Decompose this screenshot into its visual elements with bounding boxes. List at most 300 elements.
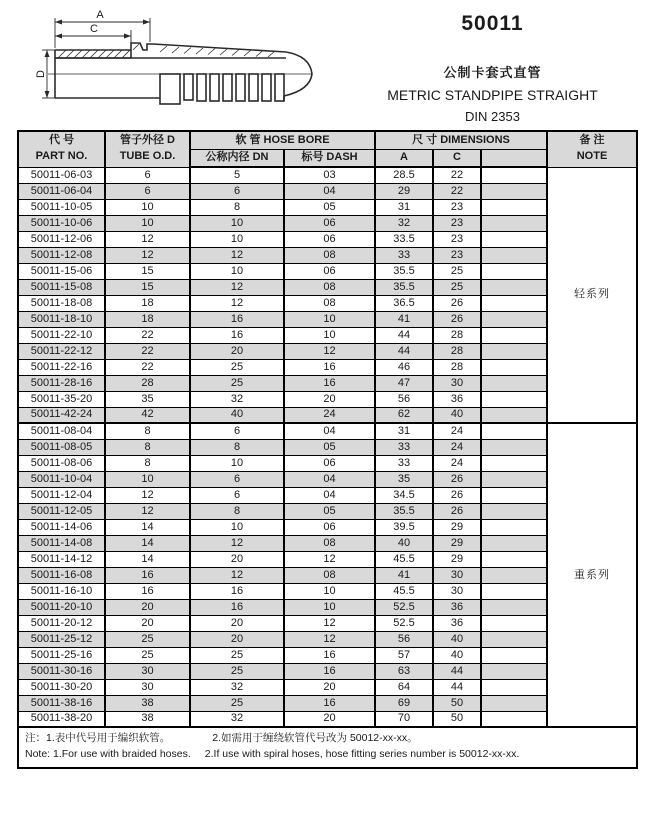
cell-dim-a: 35 <box>375 471 433 487</box>
cell-tube-od: 25 <box>105 647 190 663</box>
table-row <box>18 679 637 695</box>
header-hose-bore-group: 软 管 HOSE BORE <box>190 131 375 149</box>
cell-tube-od: 12 <box>105 487 190 503</box>
cell-dn: 32 <box>190 391 284 407</box>
cell-dash: 08 <box>284 567 375 583</box>
title-chinese: 公制卡套式直管 <box>443 65 542 80</box>
cell-dn: 10 <box>190 231 284 247</box>
cell-dash: 16 <box>284 375 375 391</box>
cell-dim-extra <box>481 423 547 439</box>
cell-dim-a: 31 <box>375 199 433 215</box>
table-row <box>18 407 637 423</box>
header-note-en: NOTE <box>576 150 608 163</box>
cell-dim-c: 29 <box>433 551 481 567</box>
cell-dim-a: 45.5 <box>375 583 433 599</box>
cell-dn: 6 <box>190 487 284 503</box>
cell-dash: 16 <box>284 359 375 375</box>
cell-dim-extra <box>481 375 547 391</box>
cell-tube-od: 8 <box>105 455 190 471</box>
cell-dim-a: 44 <box>375 327 433 343</box>
cell-dim-extra <box>481 663 547 679</box>
cell-dim-c: 50 <box>433 711 481 727</box>
table-row <box>18 311 637 327</box>
cell-dim-a: 56 <box>375 391 433 407</box>
header-part-no-en: PART NO. <box>35 150 88 163</box>
cell-dim-a: 47 <box>375 375 433 391</box>
cell-dim-a: 35.5 <box>375 279 433 295</box>
cell-dim-a: 33 <box>375 439 433 455</box>
cell-tube-od: 6 <box>105 167 190 183</box>
cell-dim-a: 57 <box>375 647 433 663</box>
cell-dn: 25 <box>190 375 284 391</box>
header-part-no <box>18 131 105 167</box>
standard-reference: DIN 2353 <box>465 109 520 124</box>
cell-dn: 16 <box>190 311 284 327</box>
table-row <box>18 487 637 503</box>
cell-part-no: 50011-28-16 <box>18 375 105 391</box>
cell-dim-c: 26 <box>433 295 481 311</box>
table-row <box>18 471 637 487</box>
cell-tube-od: 8 <box>105 439 190 455</box>
cell-part-no: 50011-14-12 <box>18 551 105 567</box>
cell-part-no: 50011-12-04 <box>18 487 105 503</box>
cell-dim-c: 28 <box>433 359 481 375</box>
cell-dash: 16 <box>284 647 375 663</box>
cell-dn: 8 <box>190 503 284 519</box>
section-note: 重系列 <box>547 423 637 727</box>
table-row <box>18 295 637 311</box>
cell-dim-c: 23 <box>433 231 481 247</box>
table-row <box>18 327 637 343</box>
cell-dim-c: 23 <box>433 247 481 263</box>
table-section-light-series <box>18 167 637 423</box>
cell-dash: 04 <box>284 423 375 439</box>
cell-dim-extra <box>481 615 547 631</box>
cell-dim-a: 39.5 <box>375 519 433 535</box>
cell-dim-a: 62 <box>375 407 433 423</box>
cell-part-no: 50011-15-08 <box>18 279 105 295</box>
cell-dim-a: 33 <box>375 455 433 471</box>
cell-dash: 05 <box>284 503 375 519</box>
cell-dim-a: 44 <box>375 343 433 359</box>
table-row <box>18 695 637 711</box>
table-row <box>18 551 637 567</box>
header-part-no-zh: 代 号 <box>48 134 75 147</box>
cell-dim-a: 33 <box>375 247 433 263</box>
table-row <box>18 215 637 231</box>
cell-tube-od: 12 <box>105 231 190 247</box>
cell-dim-extra <box>481 407 547 423</box>
cell-dim-c: 23 <box>433 215 481 231</box>
cell-dn: 20 <box>190 615 284 631</box>
cell-dim-extra <box>481 439 547 455</box>
cell-dash: 20 <box>284 391 375 407</box>
cell-dn: 6 <box>190 471 284 487</box>
cell-dn: 6 <box>190 423 284 439</box>
cell-part-no: 50011-22-10 <box>18 327 105 343</box>
cell-dim-extra <box>481 327 547 343</box>
table-row <box>18 167 637 183</box>
cell-dim-extra <box>481 167 547 183</box>
cell-dim-c: 28 <box>433 327 481 343</box>
cell-dn: 10 <box>190 455 284 471</box>
cell-dash: 04 <box>284 471 375 487</box>
cell-dim-c: 22 <box>433 183 481 199</box>
cell-part-no: 50011-12-05 <box>18 503 105 519</box>
cell-dn: 10 <box>190 263 284 279</box>
cell-dim-c: 50 <box>433 695 481 711</box>
cell-part-no: 50011-38-20 <box>18 711 105 727</box>
cell-tube-od: 14 <box>105 551 190 567</box>
cell-part-no: 50011-06-03 <box>18 167 105 183</box>
cell-part-no: 50011-22-12 <box>18 343 105 359</box>
cell-dash: 06 <box>284 215 375 231</box>
cell-tube-od: 30 <box>105 663 190 679</box>
cell-tube-od: 22 <box>105 343 190 359</box>
cell-tube-od: 16 <box>105 567 190 583</box>
footnote-zh-1: 注：1.表中代号用于编织软管。 <box>25 732 171 744</box>
cell-dash: 05 <box>284 199 375 215</box>
cell-dash: 20 <box>284 679 375 695</box>
cell-dash: 12 <box>284 343 375 359</box>
cell-part-no: 50011-10-06 <box>18 215 105 231</box>
table-row <box>18 519 637 535</box>
cell-dim-a: 45.5 <box>375 551 433 567</box>
cell-dn: 12 <box>190 295 284 311</box>
cell-tube-od: 18 <box>105 311 190 327</box>
cell-dn: 20 <box>190 551 284 567</box>
parts-table <box>17 130 638 769</box>
cell-dim-c: 25 <box>433 263 481 279</box>
cell-dash: 12 <box>284 551 375 567</box>
cell-tube-od: 6 <box>105 183 190 199</box>
cell-dim-extra <box>481 215 547 231</box>
cell-dim-c: 28 <box>433 343 481 359</box>
cell-tube-od: 22 <box>105 327 190 343</box>
cell-dim-extra <box>481 359 547 375</box>
cell-part-no: 50011-20-10 <box>18 599 105 615</box>
cell-dim-extra <box>481 471 547 487</box>
cell-dim-extra <box>481 231 547 247</box>
cell-part-no: 50011-10-05 <box>18 199 105 215</box>
table-footnotes <box>18 727 637 768</box>
cell-tube-od: 25 <box>105 631 190 647</box>
cell-dash: 20 <box>284 711 375 727</box>
dim-label-a: A <box>96 9 104 21</box>
cell-dim-a: 52.5 <box>375 599 433 615</box>
cell-dim-a: 35.5 <box>375 503 433 519</box>
header-tube-od-en: TUBE O.D. <box>119 150 176 163</box>
cell-dn: 16 <box>190 599 284 615</box>
table-row <box>18 439 637 455</box>
cell-dim-a: 35.5 <box>375 263 433 279</box>
table-section-heavy-series <box>18 423 637 727</box>
title-block <box>335 0 650 128</box>
dim-label-d: D <box>35 70 47 78</box>
cell-dn: 25 <box>190 695 284 711</box>
cell-dash: 12 <box>284 615 375 631</box>
cell-tube-od: 12 <box>105 503 190 519</box>
cell-dim-a: 52.5 <box>375 615 433 631</box>
table-row <box>18 535 637 551</box>
cell-tube-od: 22 <box>105 359 190 375</box>
cell-dim-extra <box>481 391 547 407</box>
cell-dim-extra <box>481 183 547 199</box>
product-code: 50011 <box>461 12 524 35</box>
cell-dash: 10 <box>284 583 375 599</box>
cell-dim-c: 24 <box>433 439 481 455</box>
cell-dim-extra <box>481 551 547 567</box>
cell-dash: 06 <box>284 519 375 535</box>
cell-dn: 10 <box>190 215 284 231</box>
cell-dim-c: 22 <box>433 167 481 183</box>
cell-dim-extra <box>481 247 547 263</box>
cell-part-no: 50011-38-16 <box>18 695 105 711</box>
cell-part-no: 50011-16-08 <box>18 567 105 583</box>
footnote-en-2: 2.If use with spiral hoses, hose fitting series number is 50012-xx-xx. <box>204 747 520 760</box>
table-row <box>18 567 637 583</box>
cell-dim-extra <box>481 503 547 519</box>
cell-dim-c: 40 <box>433 647 481 663</box>
cell-part-no: 50011-35-20 <box>18 391 105 407</box>
cell-part-no: 50011-10-04 <box>18 471 105 487</box>
cell-dim-a: 32 <box>375 215 433 231</box>
cell-dim-c: 26 <box>433 471 481 487</box>
cell-dim-extra <box>481 279 547 295</box>
header-dim-extra <box>481 149 547 167</box>
cell-dim-extra <box>481 199 547 215</box>
cell-dash: 10 <box>284 327 375 343</box>
cell-dim-c: 44 <box>433 663 481 679</box>
cell-part-no: 50011-25-12 <box>18 631 105 647</box>
cell-dn: 20 <box>190 343 284 359</box>
header-tube-od-zh: 管子外径 D <box>120 134 175 147</box>
cell-dim-a: 63 <box>375 663 433 679</box>
cell-dn: 6 <box>190 183 284 199</box>
cell-part-no: 50011-08-05 <box>18 439 105 455</box>
cell-dim-a: 46 <box>375 359 433 375</box>
cell-part-no: 50011-14-06 <box>18 519 105 535</box>
cell-dash: 08 <box>284 295 375 311</box>
cell-dim-a: 69 <box>375 695 433 711</box>
cell-dim-c: 30 <box>433 567 481 583</box>
header-note <box>547 131 637 167</box>
table-row <box>18 647 637 663</box>
cell-part-no: 50011-12-08 <box>18 247 105 263</box>
cell-dash: 10 <box>284 599 375 615</box>
header-note-zh: 备 注 <box>579 134 605 147</box>
cell-dash: 06 <box>284 263 375 279</box>
cell-tube-od: 30 <box>105 679 190 695</box>
footnote-line-en <box>25 747 630 763</box>
cell-tube-od: 20 <box>105 599 190 615</box>
cell-dim-extra <box>481 535 547 551</box>
cell-tube-od: 10 <box>105 199 190 215</box>
table-row <box>18 599 637 615</box>
cell-dn: 8 <box>190 439 284 455</box>
cell-tube-od: 10 <box>105 471 190 487</box>
cell-dash: 04 <box>284 183 375 199</box>
cell-dn: 12 <box>190 247 284 263</box>
table-row <box>18 359 637 375</box>
cell-dim-c: 29 <box>433 535 481 551</box>
cell-dim-extra <box>481 631 547 647</box>
cell-dim-a: 29 <box>375 183 433 199</box>
cell-dim-a: 56 <box>375 631 433 647</box>
cell-dim-extra <box>481 695 547 711</box>
cell-dim-c: 40 <box>433 407 481 423</box>
cell-dim-c: 30 <box>433 583 481 599</box>
cell-dash: 24 <box>284 407 375 423</box>
cell-dim-extra <box>481 455 547 471</box>
table-row <box>18 375 637 391</box>
cell-tube-od: 42 <box>105 407 190 423</box>
cell-tube-od: 38 <box>105 695 190 711</box>
cell-tube-od: 38 <box>105 711 190 727</box>
cell-dim-extra <box>481 711 547 727</box>
cell-dim-c: 24 <box>433 423 481 439</box>
cell-dim-c: 44 <box>433 679 481 695</box>
table-row <box>18 583 637 599</box>
cell-dash: 16 <box>284 695 375 711</box>
table-row <box>18 615 637 631</box>
cell-dash: 08 <box>284 535 375 551</box>
cell-tube-od: 28 <box>105 375 190 391</box>
cell-dn: 16 <box>190 327 284 343</box>
cell-dn: 12 <box>190 567 284 583</box>
cell-dim-extra <box>481 599 547 615</box>
cell-dim-a: 31 <box>375 423 433 439</box>
cell-dim-c: 36 <box>433 391 481 407</box>
cell-tube-od: 10 <box>105 215 190 231</box>
cell-part-no: 50011-08-04 <box>18 423 105 439</box>
cell-part-no: 50011-42-24 <box>18 407 105 423</box>
cell-part-no: 50011-15-06 <box>18 263 105 279</box>
cell-dim-c: 25 <box>433 279 481 295</box>
cell-dash: 04 <box>284 487 375 503</box>
cell-part-no: 50011-25-16 <box>18 647 105 663</box>
cell-dash: 08 <box>284 279 375 295</box>
table-row <box>18 423 637 439</box>
cell-tube-od: 14 <box>105 519 190 535</box>
cell-dim-extra <box>481 519 547 535</box>
cell-dn: 8 <box>190 199 284 215</box>
cell-dim-a: 34.5 <box>375 487 433 503</box>
cell-dim-extra <box>481 343 547 359</box>
cell-part-no: 50011-18-08 <box>18 295 105 311</box>
footnote-en-1: Note: 1.For use with braided hoses. <box>25 747 191 760</box>
header-dim-c: C <box>433 149 481 167</box>
cell-part-no: 50011-30-20 <box>18 679 105 695</box>
cell-dim-extra <box>481 583 547 599</box>
table-row <box>18 279 637 295</box>
cell-part-no: 50011-22-16 <box>18 359 105 375</box>
table-row <box>18 247 637 263</box>
header-tube-od <box>105 131 190 167</box>
cell-dn: 32 <box>190 679 284 695</box>
cell-tube-od: 8 <box>105 423 190 439</box>
table-row <box>18 663 637 679</box>
cell-dim-a: 64 <box>375 679 433 695</box>
cell-tube-od: 18 <box>105 295 190 311</box>
cell-dim-c: 29 <box>433 519 481 535</box>
cell-tube-od: 15 <box>105 279 190 295</box>
cell-dim-a: 41 <box>375 311 433 327</box>
header-dash: 标号 DASH <box>284 149 375 167</box>
table-row <box>18 183 637 199</box>
cell-dash: 05 <box>284 439 375 455</box>
cell-dim-extra <box>481 295 547 311</box>
cell-dash: 03 <box>284 167 375 183</box>
cell-tube-od: 15 <box>105 263 190 279</box>
cell-tube-od: 35 <box>105 391 190 407</box>
cell-dim-extra <box>481 567 547 583</box>
footnote-line-zh <box>25 731 630 747</box>
cell-part-no: 50011-18-10 <box>18 311 105 327</box>
footnote-cell <box>18 727 637 768</box>
cell-dim-a: 33.5 <box>375 231 433 247</box>
cell-dim-c: 36 <box>433 599 481 615</box>
cell-part-no: 50011-12-06 <box>18 231 105 247</box>
table-row <box>18 503 637 519</box>
cell-dn: 32 <box>190 711 284 727</box>
section-note: 轻系列 <box>547 167 637 423</box>
table-row <box>18 711 637 727</box>
cell-dim-c: 23 <box>433 199 481 215</box>
cell-dn: 16 <box>190 583 284 599</box>
cell-dim-a: 40 <box>375 535 433 551</box>
cell-dn: 10 <box>190 519 284 535</box>
cell-dash: 08 <box>284 247 375 263</box>
cell-dim-extra <box>481 679 547 695</box>
header-dim-a: A <box>375 149 433 167</box>
table-row <box>18 263 637 279</box>
cell-dim-c: 26 <box>433 503 481 519</box>
cell-dim-extra <box>481 487 547 503</box>
header-dimensions-group: 尺 寸 DIMENSIONS <box>375 131 547 149</box>
table-row <box>18 391 637 407</box>
cell-dn: 25 <box>190 359 284 375</box>
cell-dim-a: 70 <box>375 711 433 727</box>
table-row <box>18 455 637 471</box>
table-row <box>18 631 637 647</box>
cell-dim-extra <box>481 647 547 663</box>
cell-part-no: 50011-14-08 <box>18 535 105 551</box>
title-english: METRIC STANDPIPE STRAIGHT <box>387 87 598 103</box>
cell-part-no: 50011-30-16 <box>18 663 105 679</box>
cell-dn: 5 <box>190 167 284 183</box>
cell-tube-od: 14 <box>105 535 190 551</box>
cell-part-no: 50011-20-12 <box>18 615 105 631</box>
cell-dn: 25 <box>190 663 284 679</box>
cell-dim-c: 26 <box>433 311 481 327</box>
cell-dash: 10 <box>284 311 375 327</box>
cell-dim-a: 41 <box>375 567 433 583</box>
table-row <box>18 343 637 359</box>
cell-dim-c: 24 <box>433 455 481 471</box>
fitting-technical-drawing <box>0 0 335 122</box>
cell-dim-c: 26 <box>433 487 481 503</box>
cell-part-no: 50011-06-04 <box>18 183 105 199</box>
cell-dash: 12 <box>284 631 375 647</box>
footnote-zh-2: 2.如需用于缠绕软管代号改为 50012-xx-xx。 <box>212 732 418 744</box>
cell-dim-c: 40 <box>433 631 481 647</box>
cell-dn: 25 <box>190 647 284 663</box>
cell-dim-extra <box>481 311 547 327</box>
cell-dim-a: 28.5 <box>375 167 433 183</box>
page-header <box>0 0 650 128</box>
cell-dash: 16 <box>284 663 375 679</box>
